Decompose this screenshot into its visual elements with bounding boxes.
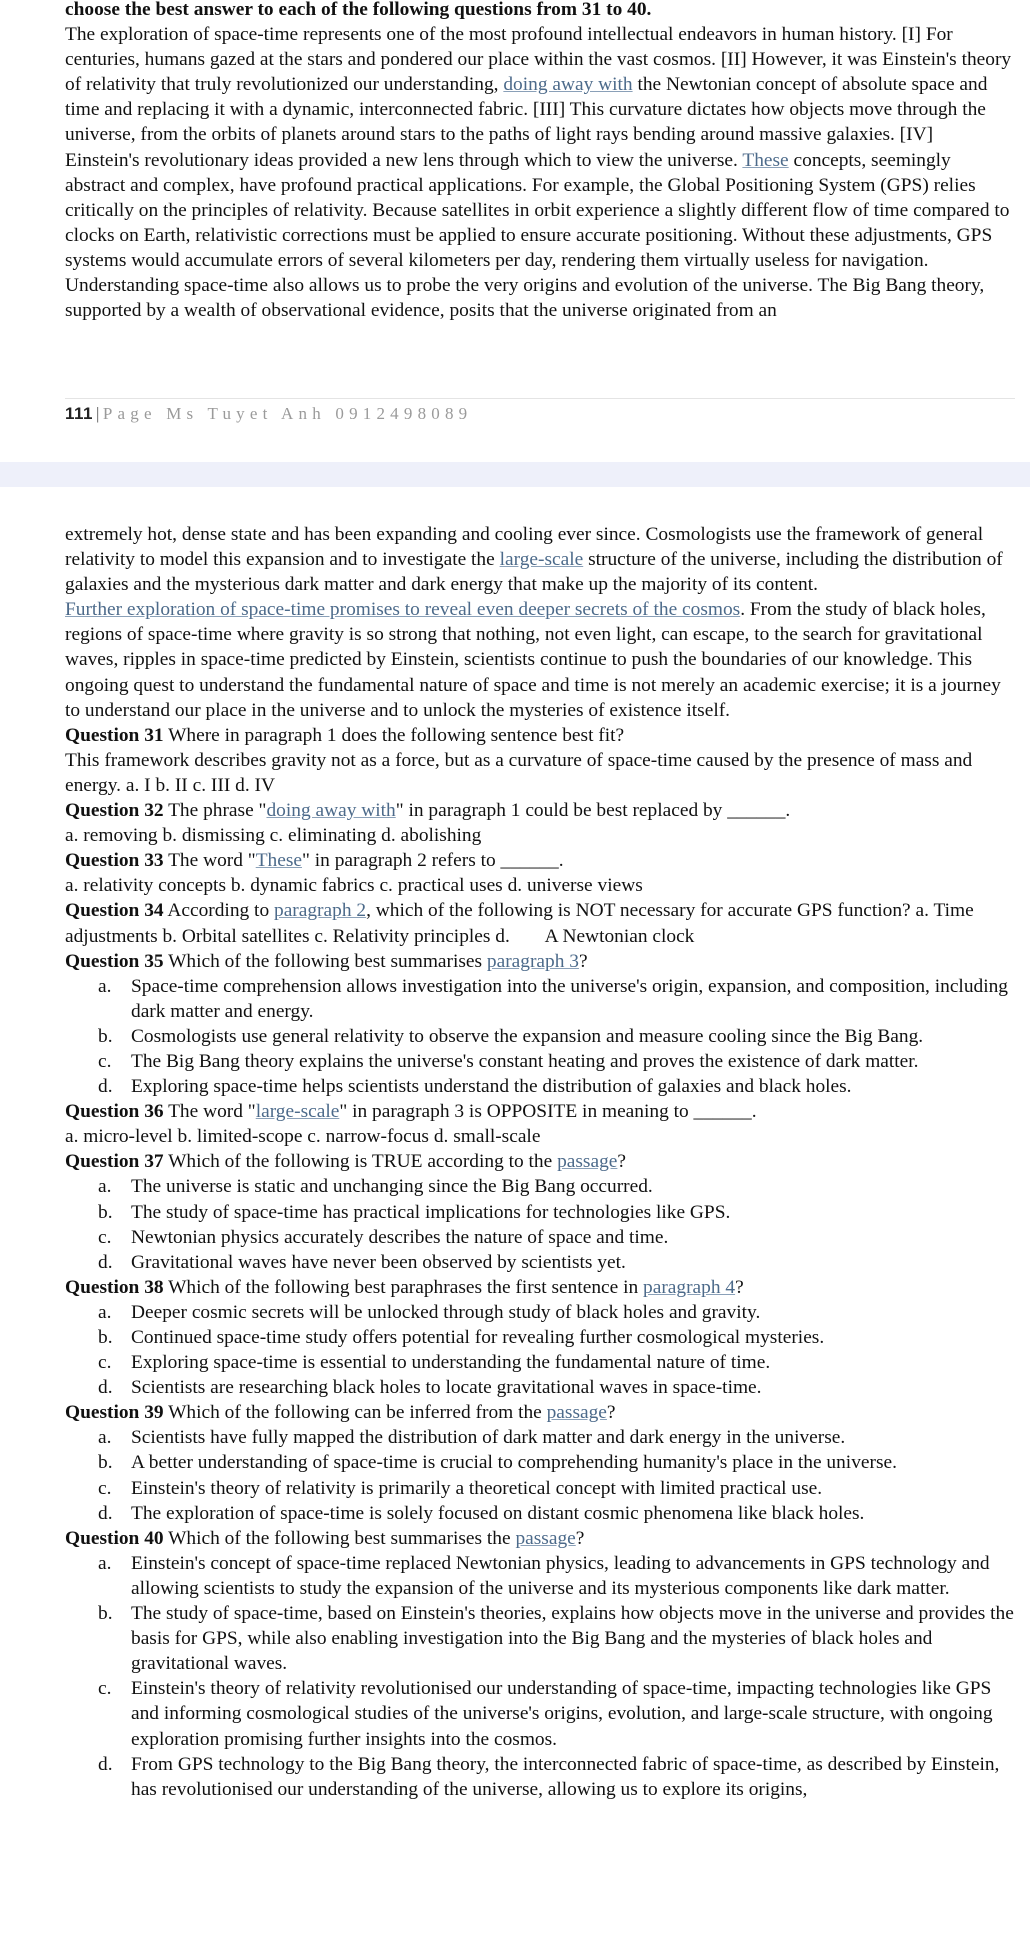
- option-letter: a.: [98, 1427, 112, 1449]
- option-d-text: A Newtonian clock: [544, 925, 695, 947]
- option-text: Einstein's theory of relativity is primarily a theoretical concept with limited practical use.: [131, 1477, 823, 1499]
- text-run: The exploration of space-time represents one of the most profound intellectual endeavors in human history. [I] For centuries, humans gazed at the stars and pondered our place within the vast cosmos. [II] However, it was Einstein's theory of relativity that truly revolutionized our understanding,: [65, 24, 1012, 96]
- option-d[interactable]: [65, 1074, 1015, 1099]
- word-link-these[interactable]: These: [255, 850, 303, 872]
- question-32-options: a. removing b. dismissing c. eliminating d. abolishing: [65, 825, 482, 847]
- option-letter: a.: [98, 1176, 112, 1198]
- option-letter: b.: [98, 1327, 113, 1348]
- option-a[interactable]: [65, 1174, 1015, 1199]
- question-31: [65, 723, 1015, 748]
- option-text: Cosmologists use general relativity to observe the expansion and measure cooling since the Big Bang.: [131, 1025, 924, 1047]
- option-letter: c.: [98, 1477, 112, 1499]
- text-run: ?: [617, 1151, 626, 1173]
- question-35-options: [65, 974, 1015, 1099]
- sentence-link-further-exploration[interactable]: Further exploration of space-time promises to reveal even deeper secrets of the cosmos: [65, 599, 741, 621]
- question-label: Question 34: [65, 900, 164, 922]
- passage-paragraph-2: [65, 148, 1015, 273]
- option-text: Newtonian physics accurately describes the nature of space and time.: [131, 1226, 669, 1248]
- text-run: extremely hot, dense state and has been expanding and cooling ever since. Cosmologists use the framework of general relativity to model this expansion and to investigate the: [65, 524, 984, 571]
- option-letter: a.: [98, 975, 112, 997]
- option-text: A better understanding of space-time is crucial to comprehending humanity's place in the universe.: [131, 1452, 897, 1474]
- text-run: Which of the following is TRUE according to the: [163, 1151, 558, 1173]
- option-text: Gravitational waves have never been observed by scientists yet.: [131, 1251, 626, 1273]
- option-letter: a.: [98, 1552, 112, 1574]
- question-label: Question 33: [65, 850, 164, 872]
- passage-paragraph-3-end: [65, 522, 1015, 597]
- text-run: , which of the following is NOT necessary for accurate GPS function? a. Time adjustments b. Orbital satellites c. Relativity principles d.: [65, 900, 974, 947]
- text-run: According to: [163, 900, 274, 922]
- option-text: From GPS technology to the Big Bang theory, the interconnected fabric of space-time, as described by Einstein, has revolutionised our understanding of the universe, allowing us to explore its origins,: [131, 1753, 1000, 1800]
- option-letter: b.: [98, 1025, 113, 1047]
- option-letter: c.: [98, 1050, 112, 1072]
- option-text: Exploring space-time is essential to understanding the fundamental nature of time.: [131, 1352, 771, 1374]
- text-run: Einstein's revolutionary ideas provided a new lens through which to view the universe.: [65, 149, 743, 171]
- option-letter: d.: [98, 1251, 113, 1273]
- passage-link[interactable]: passage: [557, 1151, 618, 1173]
- paragraph-link-3[interactable]: paragraph 3: [486, 950, 579, 972]
- option-d[interactable]: [65, 1752, 1015, 1802]
- text-run: ?: [575, 1527, 585, 1549]
- option-a[interactable]: [65, 1425, 1015, 1450]
- option-text: The study of space-time, based on Einstein's theories, explains how objects move in the universe and provides the basis for GPS, while also enabling investigation into the Big Bang and the mysteries of black holes and gravitational waves.: [131, 1603, 1014, 1675]
- option-letter: a.: [98, 1301, 112, 1323]
- text-run: " in paragraph 2 refers to ______.: [302, 850, 564, 872]
- passage-paragraph-1: [65, 22, 1015, 147]
- option-text: Einstein's theory of relativity revolutionised our understanding of space-time, impacting technologies like GPS and informing cosmological studies of the universe's origins, evolution, and large-scale structure, with ongoing exploration promising further insights into the cosmos.: [131, 1678, 993, 1750]
- question-39-options: [65, 1425, 1015, 1525]
- option-text: Einstein's concept of space-time replaced Newtonian physics, leading to advancements in GPS technology and allowing scientists to study the expansion of the universe and its mysterious components like dark matter.: [131, 1552, 990, 1599]
- option-text: Continued space-time study offers potential for revealing further cosmological mysteries.: [131, 1327, 825, 1348]
- passage-link[interactable]: passage: [515, 1527, 576, 1549]
- text-run: ?: [578, 950, 588, 972]
- question-label: Question 39: [65, 1402, 164, 1424]
- text-run: Which of the following best summarises the: [163, 1527, 516, 1549]
- text-run: " in paragraph 1 could be best replaced by ______.: [395, 800, 791, 822]
- option-a[interactable]: [65, 1551, 1015, 1601]
- page-footer: [65, 398, 1015, 424]
- option-text: Exploring space-time helps scientists understand the distribution of galaxies and black holes.: [131, 1076, 852, 1098]
- text-run: Which of the following can be inferred from the: [163, 1402, 547, 1424]
- question-label: Question 31: [65, 724, 164, 746]
- question-text: Where in paragraph 1 does the following sentence best fit?: [163, 724, 625, 746]
- question-33: [65, 848, 1015, 873]
- option-letter: b.: [98, 1201, 113, 1223]
- question-label: Question 38: [65, 1276, 164, 1298]
- text-run: " in paragraph 3 is OPPOSITE in meaning to ______.: [339, 1101, 757, 1123]
- option-text: The exploration of space-time is solely focused on distant cosmic phenomena like black holes.: [131, 1502, 865, 1524]
- text-run: The phrase ": [163, 800, 267, 822]
- option-a[interactable]: [65, 1300, 1015, 1325]
- phrase-link-doing-away-with[interactable]: doing away with: [503, 74, 633, 96]
- option-c[interactable]: [65, 1676, 1015, 1751]
- option-c[interactable]: [65, 1476, 1015, 1501]
- option-letter: d.: [98, 1753, 113, 1775]
- option-letter: c.: [98, 1226, 112, 1248]
- page-gap: [0, 462, 1030, 487]
- option-b[interactable]: [65, 1200, 1015, 1225]
- option-b[interactable]: [65, 1601, 1015, 1676]
- question-label: Question 35: [65, 950, 164, 972]
- option-b[interactable]: [65, 1325, 1015, 1350]
- paragraph-link-4[interactable]: paragraph 4: [643, 1276, 736, 1298]
- option-text: Deeper cosmic secrets will be unlocked through study of black holes and gravity.: [131, 1301, 761, 1323]
- question-31-sentence: This framework describes gravity not as a force, but as a curvature of space-time caused by the presence of mass and energy. a. I b. II c. III d. IV: [65, 749, 973, 796]
- option-text: Space-time comprehension allows investigation into the universe's origin, expansion, and composition, including dark matter and energy.: [131, 975, 1008, 1022]
- text-run: ?: [606, 1402, 616, 1424]
- option-b[interactable]: [65, 1450, 1015, 1475]
- option-letter: b.: [98, 1452, 113, 1474]
- question-36: [65, 1099, 1015, 1124]
- option-b[interactable]: [65, 1024, 1015, 1049]
- question-label: Question 40: [65, 1527, 164, 1549]
- question-38-options: [65, 1300, 1015, 1400]
- question-36-options: a. micro-level b. limited-scope c. narrow-focus d. small-scale: [65, 1126, 541, 1148]
- option-a[interactable]: [65, 974, 1015, 1024]
- option-letter: d.: [98, 1502, 113, 1524]
- question-40: [65, 1526, 1015, 1551]
- question-label: Question 32: [65, 800, 164, 822]
- option-text: The universe is static and unchanging since the Big Bang occurred.: [131, 1176, 653, 1198]
- word-link-large-scale[interactable]: large-scale: [255, 1101, 340, 1123]
- document-page-111: [0, 0, 1030, 462]
- question-label: Question 37: [65, 1151, 164, 1173]
- option-letter: d.: [98, 1076, 113, 1098]
- option-d[interactable]: [65, 1375, 1015, 1400]
- text-run: the Newtonian concept of absolute space and time and replacing it with a dynamic, interconnected fabric. [III] This curvature dictates how objects move through the universe, from the orbits of planets around stars to the paths of light rays bending around massive galaxies. [IV]: [65, 74, 988, 146]
- text-run: Which of the following best paraphrases the first sentence in: [163, 1276, 644, 1298]
- option-text: The study of space-time has practical implications for technologies like GPS.: [131, 1201, 731, 1223]
- text-run: ?: [735, 1276, 744, 1298]
- footer-separator: |: [96, 404, 100, 423]
- option-text: Scientists have fully mapped the distribution of dark matter and dark energy in the universe.: [131, 1427, 846, 1449]
- page-body: [65, 0, 1015, 323]
- text-run: structure of the universe, including the distribution of galaxies and the mysterious dark matter and dark energy that make up the majority of its content.: [65, 549, 1003, 596]
- option-text: The Big Bang theory explains the universe's constant heating and proves the existence of dark matter.: [131, 1050, 919, 1072]
- text-run: The word ": [163, 850, 256, 872]
- text-run: concepts, seemingly abstract and complex, have profound practical applications. For example, the Global Positioning System (GPS) relies critically on the principles of relativity. Because satellites in orbit experience a slightly different flow of time compared to clocks on Earth, relativistic corrections must be applied to ensure accurate positioning. Without these adjustments, GPS systems would accumulate errors of several kilometers per day, rendering them virtually useless for navigation.: [65, 149, 1010, 271]
- question-35: [65, 949, 1015, 974]
- question-38: [65, 1275, 1015, 1300]
- paragraph-link-2[interactable]: paragraph 2: [274, 900, 367, 922]
- word-link-large-scale[interactable]: large-scale: [499, 549, 584, 571]
- text-run: The word ": [163, 1101, 256, 1123]
- page-number: 111: [65, 404, 93, 423]
- option-text: Scientists are researching black holes to locate gravitational waves in space-time.: [131, 1377, 762, 1399]
- question-37-options: [65, 1174, 1015, 1274]
- question-32: [65, 798, 1015, 823]
- question-39: [65, 1400, 1015, 1425]
- phrase-link-doing-away-with[interactable]: doing away with: [266, 800, 396, 822]
- text-run: . From the study of black holes, regions of space-time where gravity is so strong that nothing, not even light, can escape, to the search for gravitational waves, ripples in space-time predicted by Einstein, scientists continue to push the boundaries of our knowledge. This ongoing quest to understand the fundamental nature of space and time is not merely an academic exercise; it is a journey to understand our place in the universe and to unlock the mysteries of existence itself.: [65, 599, 1001, 721]
- question-40-options: [65, 1551, 1015, 1802]
- word-link-these[interactable]: These: [742, 149, 789, 171]
- document-page-112: [0, 487, 1030, 1947]
- text-run: Which of the following best summarises: [163, 950, 487, 972]
- question-label: Question 36: [65, 1101, 164, 1123]
- passage-paragraph-4: [65, 597, 1015, 722]
- option-c[interactable]: [65, 1225, 1015, 1250]
- page-body: [65, 522, 1015, 1802]
- footer-text: Page Ms Tuyet Anh 0912498089: [102, 404, 473, 423]
- option-letter: c.: [98, 1352, 112, 1374]
- question-37: [65, 1149, 1015, 1174]
- passage-paragraph-3-start: Understanding space-time also allows us to probe the very origins and evolution of the universe. The Big Bang theory, supported by a wealth of observational evidence, posits that the universe originated from an: [65, 275, 985, 322]
- option-c[interactable]: [65, 1049, 1015, 1074]
- option-c[interactable]: [65, 1350, 1015, 1375]
- option-letter: b.: [98, 1603, 113, 1625]
- option-letter: c.: [98, 1678, 112, 1700]
- option-d[interactable]: [65, 1501, 1015, 1526]
- question-34: [65, 898, 1015, 948]
- passage-link[interactable]: passage: [546, 1402, 607, 1424]
- question-33-options: a. relativity concepts b. dynamic fabrics c. practical uses d. universe views: [65, 875, 643, 897]
- option-d[interactable]: [65, 1250, 1015, 1275]
- instructions-heading: choose the best answer to each of the following questions from 31 to 40.: [65, 0, 652, 20]
- option-letter: d.: [98, 1377, 113, 1399]
